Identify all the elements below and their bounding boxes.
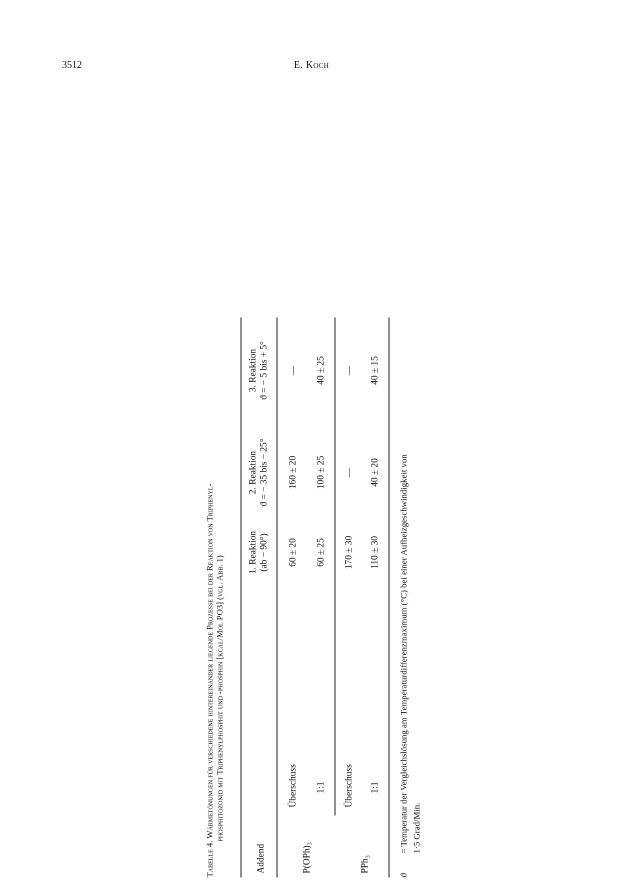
- footnote-text: = Temperatur der Vergleichslösung am Temperaturdifferenzmaximum (°C) bei einer Aufheizgeschwindigkeit von: [398, 454, 409, 854]
- row-ratio: Überschuss: [344, 764, 355, 808]
- table-caption-line-1: Tabelle 4. Wärmetönungen für verschiedene hintereinander liegende Prozesse bei der Reaktion von Triphenyl-: [204, 483, 215, 878]
- table-footnote: [398, 318, 424, 878]
- table-cell: 110 ± 30: [370, 536, 381, 569]
- column-header-reaction-3-title: 3. Reaktion: [248, 348, 259, 393]
- row-ratio: 1:1: [316, 781, 327, 794]
- table-cell: 60 ± 20: [288, 538, 299, 567]
- table-cell: —: [344, 365, 355, 376]
- table-cell: 160 ± 20: [288, 455, 299, 490]
- table-cell: 60 ± 25: [316, 538, 327, 567]
- table-cell: 170 ± 30: [344, 535, 355, 570]
- table-cell: 40 ± 20: [370, 458, 381, 487]
- table-cell: —: [288, 365, 299, 376]
- column-header-reaction-2: [249, 413, 272, 533]
- row-ratio: 1:1: [370, 781, 381, 794]
- column-header-reaction-2-title: 2. Reaktion: [248, 450, 259, 495]
- table-caption-line-2: phosphitozonid mit Triphenylphosphit und -phosphin [kcal/Mol PO3] (vgl. Abb. 1): [214, 555, 225, 842]
- group-label-triphenylphosphit: P(OPh)₃: [302, 842, 313, 874]
- footnote-line-2: 1·5 Grad/Min.: [411, 802, 422, 854]
- running-head-author: E. Koch: [293, 60, 330, 71]
- table-cell: 40 ± 25: [316, 356, 327, 385]
- column-header-addend: Addend: [256, 843, 267, 874]
- column-header-reaction-3: [249, 316, 272, 426]
- table-caption: [205, 318, 226, 878]
- table-top-rule: [241, 318, 242, 878]
- table-cell: 40 ± 15: [370, 356, 381, 385]
- footnote-line-1: [398, 318, 411, 878]
- column-header-reaction-1-range: (ab − 90°): [259, 533, 270, 572]
- footnote-symbol: ϑ: [398, 873, 409, 878]
- group-separator-rule: [335, 318, 336, 816]
- table-cell: 100 ± 25: [316, 455, 327, 490]
- column-header-reaction-2-range: ϑ = − 35 bis − 25°: [259, 438, 270, 507]
- table-header-rule: [277, 318, 278, 878]
- page-number: 3512: [62, 60, 82, 71]
- group-label-triphenylphosphin: PPh₃: [360, 855, 371, 874]
- table-cell: —: [344, 467, 355, 478]
- rotated-table-block: [205, 318, 430, 878]
- column-header-reaction-1-title: 1. Reaktion: [248, 530, 259, 575]
- column-header-reaction-3-range: ϑ = − 5 bis + 5°: [259, 341, 270, 400]
- row-ratio: Überschuss: [288, 764, 299, 808]
- table-bottom-rule: [389, 318, 390, 878]
